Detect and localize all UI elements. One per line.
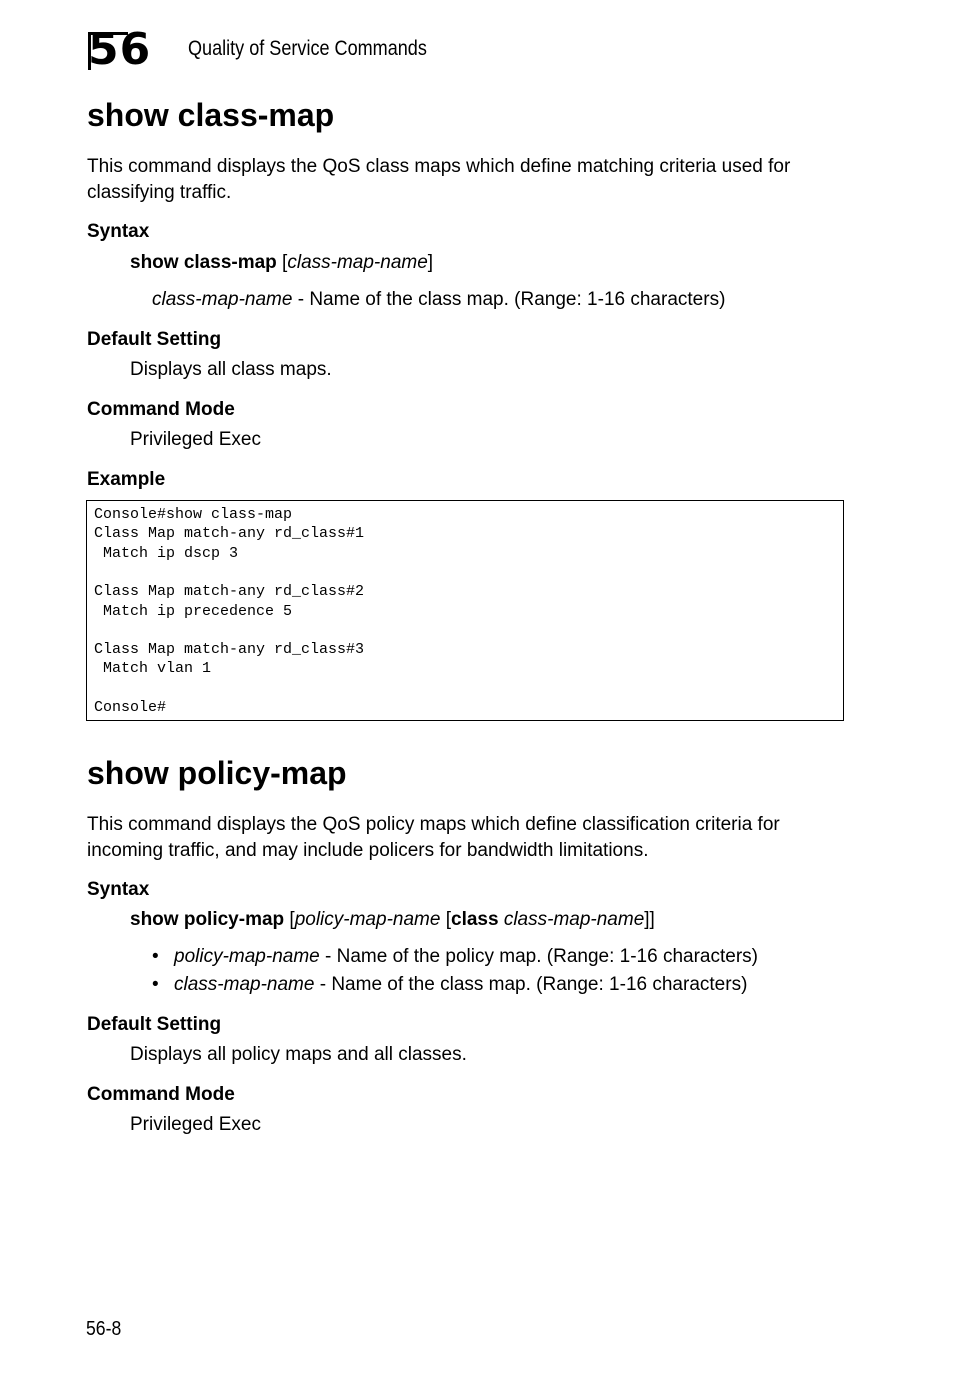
syntax-param: class-map-name [287, 252, 428, 273]
page-number: 56-8 [86, 1318, 122, 1340]
code-line: Console# [94, 699, 167, 716]
example-code-block [86, 500, 844, 721]
param-name: policy-map-name [174, 946, 320, 967]
code-line: Match ip dscp 3 [94, 545, 239, 562]
bullet-icon: • [152, 974, 159, 995]
code-line: Console#show class-map [94, 506, 293, 523]
code-line: Class Map match-any rd_class#3 [94, 641, 365, 658]
syntax-param: policy-map-name [294, 909, 441, 930]
param-name: class-map-name [152, 289, 293, 310]
syntax-bracket-close: ]] [644, 909, 655, 930]
command-mode-heading: Command Mode [87, 399, 235, 420]
syntax-param: class-map-name [503, 909, 645, 930]
chapter-title: Quality of Service Commands [188, 37, 427, 60]
code-line: Match ip precedence 5 [94, 603, 293, 620]
default-setting-heading: Default Setting [87, 329, 222, 350]
section-title-show-policy-map: show policy-map [87, 755, 347, 791]
section-title-show-class-map: show class-map [87, 97, 335, 133]
param-desc: - Name of the class map. (Range: 1-16 characters) [292, 289, 726, 310]
list-item [152, 974, 747, 996]
command-mode-text: Privileged Exec [130, 1114, 261, 1135]
syntax-line [130, 909, 655, 931]
syntax-bracket-open: [ [440, 909, 451, 930]
syntax-command: show class-map [130, 252, 277, 273]
chapter-number: 56 [88, 24, 152, 75]
syntax-line [130, 252, 433, 274]
example-heading: Example [87, 469, 166, 490]
syntax-bracket-open: [ [284, 909, 295, 930]
default-setting-heading: Default Setting [87, 1014, 222, 1035]
bullet-icon: • [152, 946, 159, 967]
syntax-heading: Syntax [87, 879, 150, 900]
syntax-heading: Syntax [87, 221, 150, 242]
syntax-command: show policy-map [130, 909, 285, 930]
section-description: This command displays the QoS policy maps which define classification criteria for incoming traffic, and may include policers for bandwidth limitations. [87, 814, 780, 861]
syntax-keyword: class [451, 909, 499, 930]
param-desc: - Name of the class map. (Range: 1-16 characters) [314, 974, 748, 995]
param-name: class-map-name [174, 974, 315, 995]
code-line: Match vlan 1 [94, 660, 212, 677]
list-item [152, 946, 758, 968]
command-mode-heading: Command Mode [87, 1084, 235, 1105]
section-description: This command displays the QoS class maps which define matching criteria used for classifying traffic. [87, 156, 791, 203]
default-setting-text: Displays all class maps. [130, 359, 332, 380]
param-desc: - Name of the policy map. (Range: 1-16 characters) [319, 946, 758, 967]
param-description [152, 289, 725, 311]
syntax-bracket-close: ] [427, 252, 434, 273]
command-mode-text: Privileged Exec [130, 429, 261, 450]
code-line: Class Map match-any rd_class#2 [94, 583, 365, 600]
syntax-bracket-open: [ [276, 252, 288, 273]
default-setting-text: Displays all policy maps and all classes. [130, 1044, 467, 1065]
code-line: Class Map match-any rd_class#1 [94, 525, 365, 542]
